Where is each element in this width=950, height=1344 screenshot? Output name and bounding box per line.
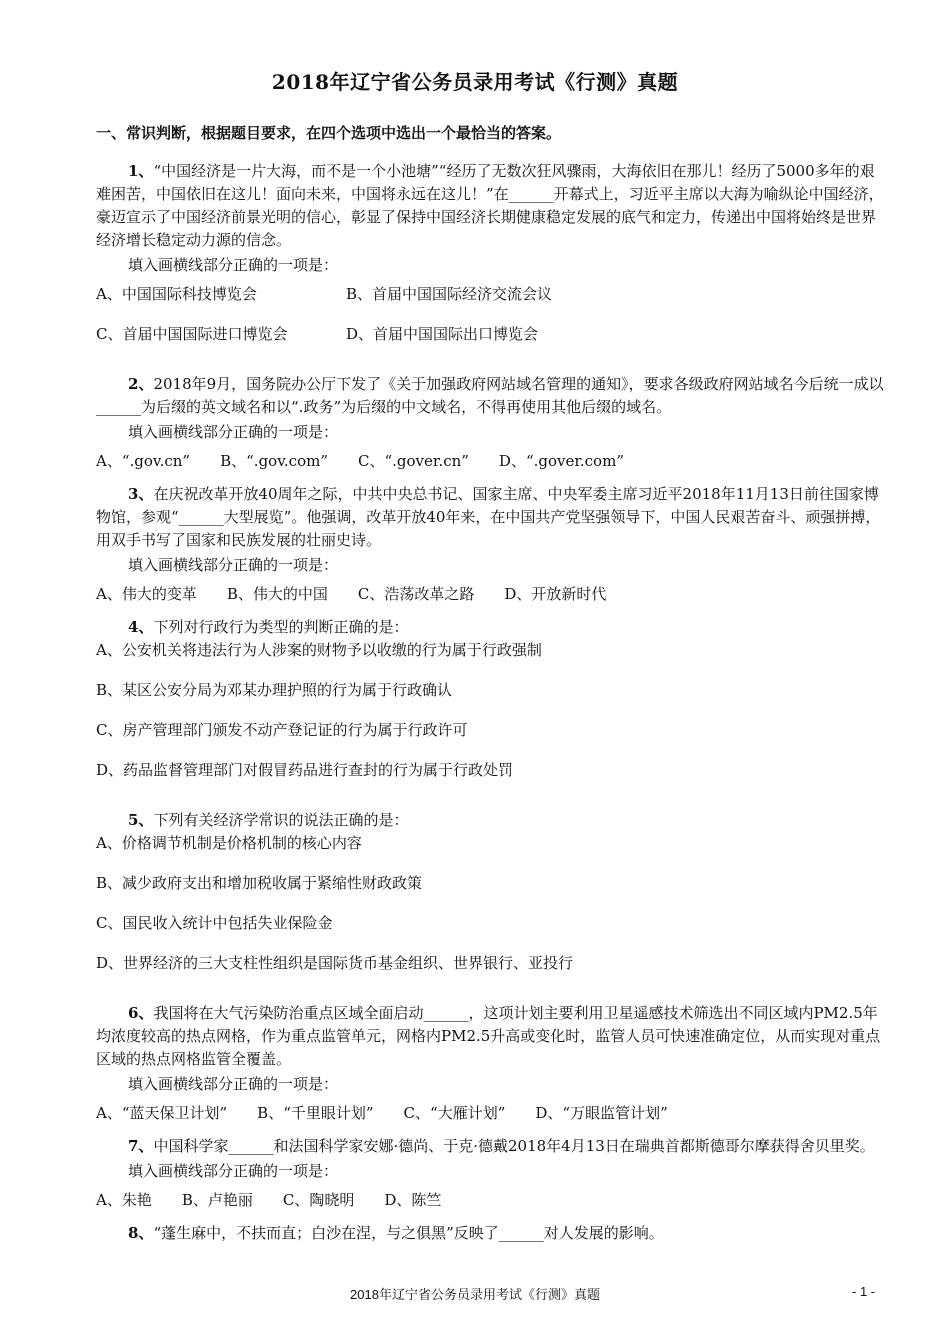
question-7: [96, 1135, 886, 1212]
option-b: B、减少政府支出和增加税收属于紧缩性财政政策: [96, 874, 423, 892]
options: [96, 1102, 886, 1125]
question-8: [96, 1222, 886, 1245]
section-heading: 一、常识判断，根据题目要求，在四个选项中选出一个最恰当的答案。: [96, 124, 562, 142]
option-c: C、首届中国国际进口博览会: [96, 325, 288, 343]
option-d: D、“.gover.com”: [498, 452, 624, 470]
question-number: 6、: [128, 1004, 154, 1022]
option-b: B、“千里眼计划”: [257, 1104, 374, 1122]
question-number: 1、: [128, 162, 154, 180]
page-footer: 2018年辽宁省公务员录用考试《行测》真题: [350, 1287, 600, 1302]
option-c: C、国民收入统计中包括失业保险金: [96, 914, 333, 932]
option-c: C、浩荡改革之路: [357, 585, 475, 603]
page-title: 2018年辽宁省公务员录用考试《行测》真题: [271, 70, 679, 94]
option-a: A、“蓝天保卫计划”: [96, 1104, 228, 1122]
question-prompt: 填入画横线部分正确的一项是：: [128, 256, 339, 274]
question-3: [96, 483, 886, 606]
question-number: 8、: [128, 1224, 154, 1242]
question-prompt: 填入画横线部分正确的一项是：: [128, 423, 339, 441]
option-c: C、房产管理部门颁发不动产登记证的行为属于行政许可: [96, 721, 468, 739]
question-1: [96, 160, 886, 363]
option-c: C、“大雁计划”: [403, 1104, 506, 1122]
question-stem: 下列有关经济学常识的说法正确的是：: [153, 811, 409, 829]
option-d: D、药品监督管理部门对假冒药品进行查封的行为属于行政处罚: [96, 761, 514, 779]
option-a: A、“.gov.cn”: [96, 452, 191, 470]
option-a: A、中国国际科技博览会: [96, 285, 257, 303]
option-b: B、卢艳丽: [181, 1191, 253, 1209]
options: [96, 283, 886, 363]
options: [96, 832, 886, 992]
option-b: B、首届中国国际经济交流会议: [346, 285, 553, 303]
question-5: [96, 809, 886, 992]
question-6: [96, 1002, 886, 1125]
question-number: 4、: [128, 618, 154, 636]
option-a: A、伟大的变革: [96, 585, 197, 603]
question-prompt: 填入画横线部分正确的一项是：: [128, 1162, 339, 1180]
option-d: D、世界经济的三大支柱性组织是国际货币基金组织、世界银行、亚投行: [96, 954, 574, 972]
question-stem: 中国科学家______和法国科学家安娜·德尚、于克·德戴2018年4月13日在瑞典首都斯德哥尔摩获得舍贝里奖。: [153, 1137, 875, 1155]
question-2: [96, 373, 886, 473]
question-number: 7、: [128, 1137, 154, 1155]
option-b: B、伟大的中国: [226, 585, 328, 603]
option-b: B、“.gov.com”: [220, 452, 328, 470]
option-d: D、开放新时代: [504, 585, 607, 603]
question-number: 5、: [128, 811, 154, 829]
option-d: D、首届中国国际出口博览会: [346, 325, 539, 343]
option-a: A、价格调节机制是价格机制的核心内容: [96, 834, 362, 852]
option-d: D、陈竺: [384, 1191, 442, 1209]
option-c: C、“.gover.cn”: [358, 452, 469, 470]
options: [96, 1189, 886, 1212]
question-list: [96, 160, 886, 1245]
question-stem: 2018年9月，国务院办公厅下发了《关于加强政府网站域名管理的通知》，要求各级政府网站域名今后统一成以______为后缀的英文域名和以“.政务”为后缀的中文域名，不得再使用其他后缀的域名。: [96, 375, 884, 416]
question-stem: “中国经济是一片大海，而不是一个小池塘”“经历了无数次狂风骤雨，大海依旧在那儿！经历了5000多年的艰难困苦，中国依旧在这儿！面向未来，中国将永远在这儿！”在______开幕式上，习近平主席以大海为喻纵论中国经济，豪迈宣示了中国经济前景光明的信心，彰显了保持中国经济长期健康稳定发展的底气和定力，传递出中国将始终是世界经济增长稳定动力源的信念。: [96, 162, 884, 249]
options: [96, 583, 886, 606]
question-stem: “蓬生麻中，不扶而直；白沙在涅，与之俱黑”反映了______对人发展的影响。: [153, 1224, 664, 1242]
question-prompt: 填入画横线部分正确的一项是：: [128, 556, 339, 574]
option-d: D、“万眼监管计划”: [535, 1104, 668, 1122]
options: [96, 450, 886, 473]
option-c: C、陶晓明: [282, 1191, 355, 1209]
question-stem: 我国将在大气污染防治重点区域全面启动______，这项计划主要利用卫星遥感技术筛选出不同区域内PM2.5年均浓度较高的热点网格，作为重点监管单元，网格内PM2.5升高或变化时，监管人员可快速准确定位，从而实现对重点区域的热点网格监管全覆盖。: [96, 1004, 881, 1068]
question-prompt: 填入画横线部分正确的一项是：: [128, 1075, 339, 1093]
question-4: [96, 616, 886, 799]
option-b: B、某区公安分局为邓某办理护照的行为属于行政确认: [96, 681, 453, 699]
page-number: - 1 -: [852, 1284, 876, 1299]
option-a: A、公安机关将违法行为人涉案的财物予以收缴的行为属于行政强制: [96, 641, 542, 659]
options: [96, 639, 886, 799]
question-number: 2、: [128, 375, 154, 393]
question-number: 3、: [128, 485, 154, 503]
question-stem: 在庆祝改革开放40周年之际，中共中央总书记、国家主席、中央军委主席习近平2018年11月13日前往国家博物馆，参观“______大型展览”。他强调，改革开放40年来，在中国共产党坚强领导下，中国人民艰苦奋斗、顽强拼搏，用双手书写了国家和民族发展的壮丽史诗。: [96, 485, 881, 549]
option-a: A、朱艳: [96, 1191, 152, 1209]
question-stem: 下列对行政行为类型的判断正确的是：: [153, 618, 409, 636]
